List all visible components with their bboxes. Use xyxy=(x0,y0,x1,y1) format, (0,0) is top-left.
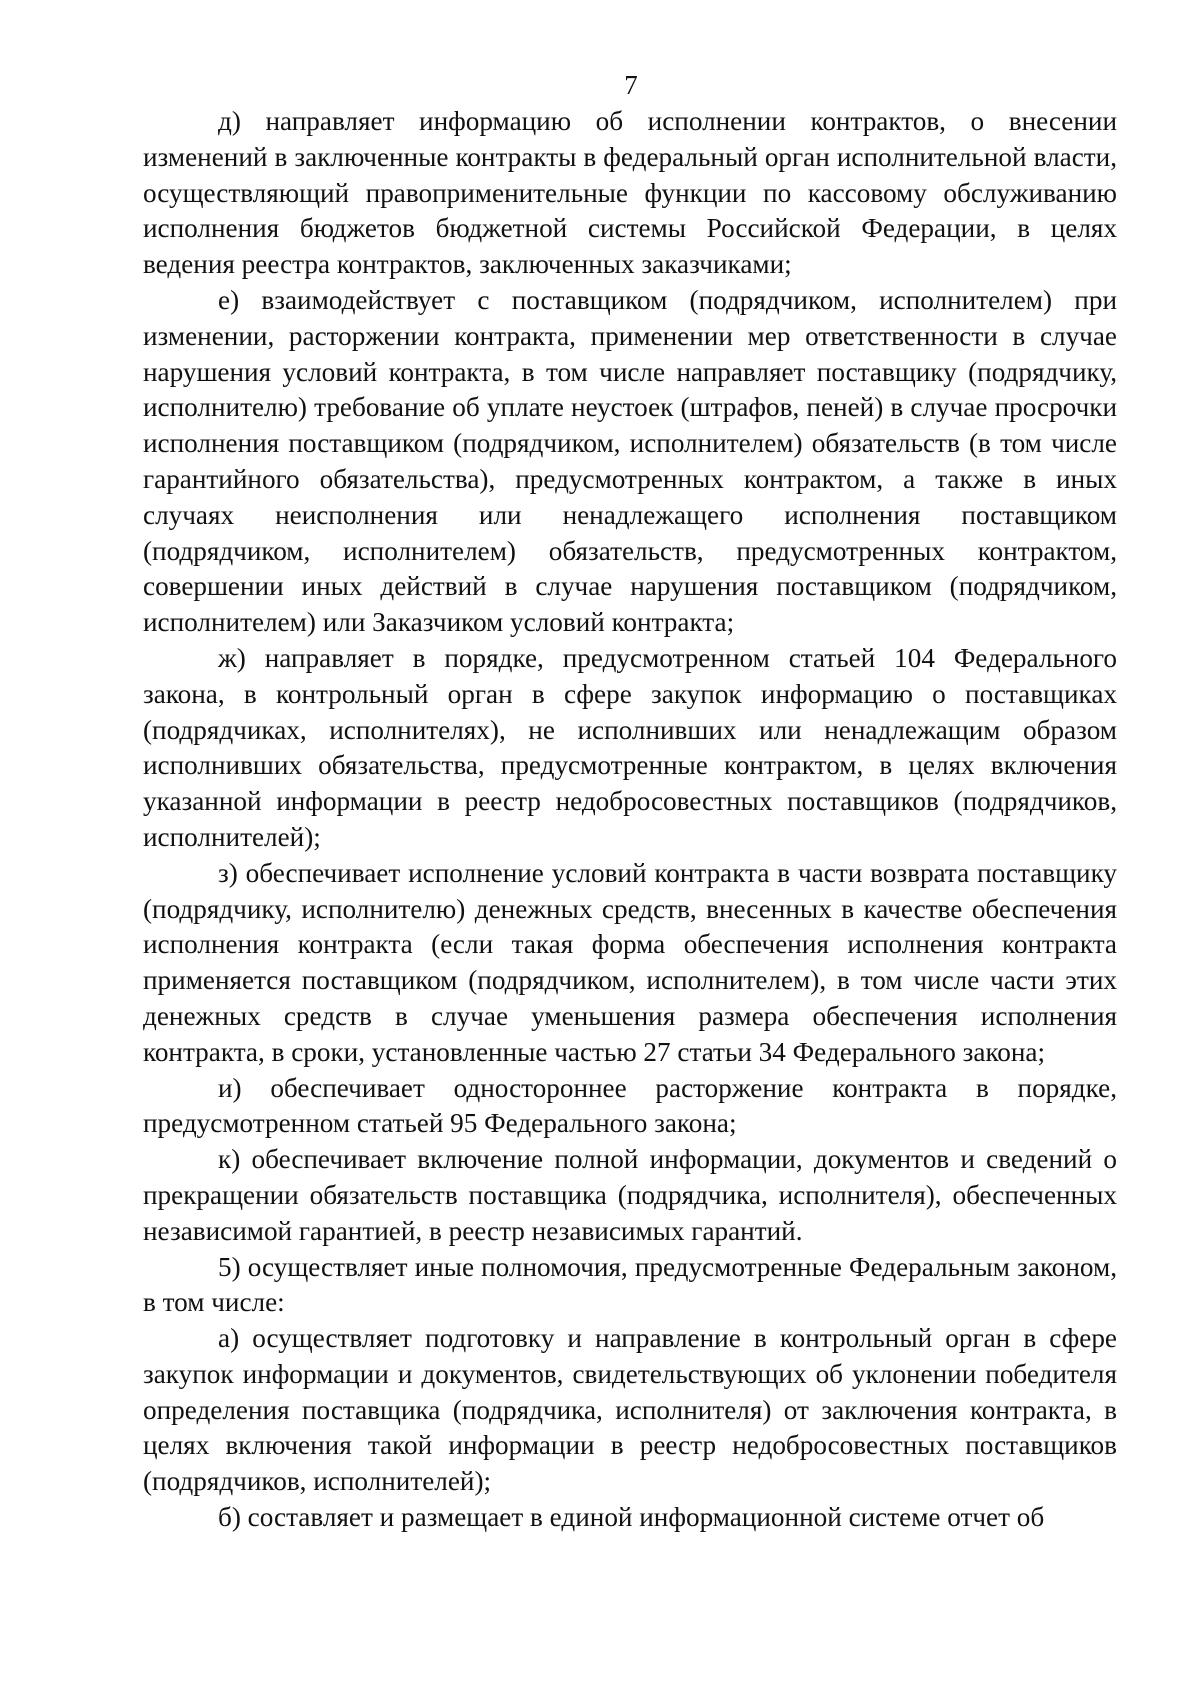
paragraph-i: и) обеспечивает одностороннее расторжение контракта в порядке, предусмотренном статьей 95 Федерального закона; xyxy=(143,1072,1117,1139)
document-body xyxy=(143,104,1117,1536)
paragraph-zh: ж) направляет в порядке, предусмотренном статьей 104 Федерального закона, в контрольный орган в сфере закупок информацию о поставщиках (подрядчиках, исполнителях), не исполнивших или ненадлежащим образом исполнивших обязательства, предусмотренные контрактом, в целях включения указанной информации в реестр недобросовестных поставщиков (подрядчиков, исполнителей); xyxy=(143,642,1117,852)
paragraph-a: а) осуществляет подготовку и направление в контрольный орган в сфере закупок информации и документов, свидетельствующих об уклонении победителя определения поставщика (подрядчика, исполнителя) от заключения контракта, в целях включения такой информации в реестр недобросовестных поставщиков (подрядчиков, исполнителей); xyxy=(143,1323,1117,1497)
paragraph-5: 5) осуществляет иные полномочия, предусмотренные Федеральным законом, в том числе: xyxy=(143,1251,1117,1318)
paragraph-z: з) обеспечивает исполнение условий контракта в части возврата поставщику (подрядчику, исполнителю) денежных средств, внесенных в качестве обеспечения исполнения контракта (если такая форма обеспечения исполнения контракта применяется поставщиком (подрядчиком, исполнителем), в том числе части этих денежных средств в случае уменьшения размера обеспечения исполнения контракта, в сроки, установленные частью 27 статьи 34 Федерального закона; xyxy=(143,857,1117,1067)
page-number: 7 xyxy=(624,70,638,100)
paragraph-b: б) составляет и размещает в единой информационной системе отчет об xyxy=(218,1502,1045,1533)
paragraph-d: д) направляет информацию об исполнении контрактов, о внесении изменений в заключенные контракты в федеральный орган исполнительной власти, осуществляющий правоприменительные функции по кассовому обслуживанию исполнения бюджетов бюджетной системы Российской Федерации, в целях ведения реестра контрактов, заключенных заказчиками; xyxy=(143,106,1117,280)
paragraph-k: к) обеспечивает включение полной информации, документов и сведений о прекращении обязательств поставщика (подрядчика, исполнителя), обеспеченных независимой гарантией, в реестр независимых гарантий. xyxy=(143,1144,1117,1246)
paragraph-e: е) взаимодействует с поставщиком (подрядчиком, исполнителем) при изменении, расторжении контракта, применении мер ответственности в случае нарушения условий контракта, в том числе направляет поставщику (подрядчику, исполнителю) требование об уплате неустоек (штрафов, пеней) в случае просрочки исполнения поставщиком (подрядчиком, исполнителем) обязательств (в том числе гарантийного обязательства), предусмотренных контрактом, а также в иных случаях неисполнения или ненадлежащего исполнения поставщиком (подрядчиком, исполнителем) обязательств, предусмотренных контрактом, совершении иных действий в случае нарушения поставщиком (подрядчиком, исполнителем) или Заказчиком условий контракта; xyxy=(143,284,1117,638)
